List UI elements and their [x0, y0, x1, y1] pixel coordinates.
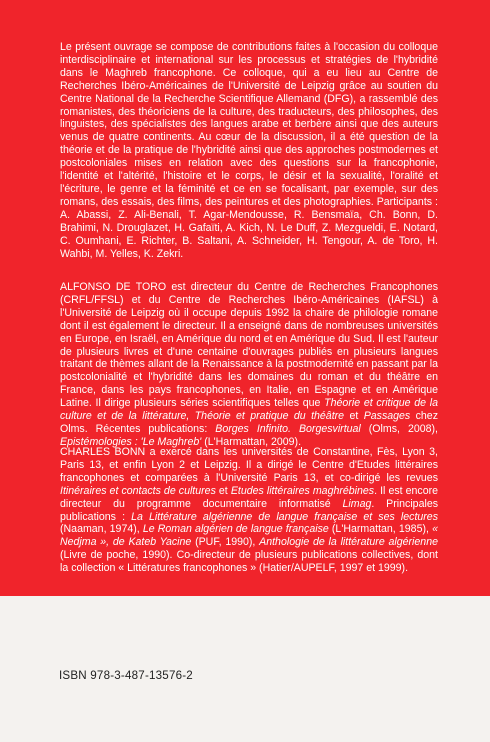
toro-series-2: Passages	[363, 410, 411, 423]
bonn-pub-3: « Nedjma », de Kateb Yacine	[60, 523, 438, 549]
intro-paragraph	[60, 41, 438, 260]
bonn-text-b: et	[215, 484, 231, 497]
bonn-pub-1: La Littérature algérienne de langue française et ses lectures	[131, 510, 438, 523]
bonn-pub-2: Le Roman algérien de langue française	[142, 523, 329, 536]
bonn-text-a: CHARLES BONN a exercé dans les universités de Constantine, Fès, Lyon 3, Paris 13, et enfin Lyon 2 et Leipzig. Il a dirigé le Centre d'Etudes littéraires francophones et comparées à l'Université Paris 13, et co-dirigé les revues	[60, 446, 438, 484]
bonn-text-d: . Principales publications :	[60, 497, 439, 523]
bonn-text-g: (PUF, 1990),	[191, 536, 260, 549]
toro-text-b: et	[344, 410, 364, 423]
toro-text-a: ALFONSO DE TORO est directeur du Centre de Recherches Francophones (CRFL/FFSL) et du Centre de Recherches Ibéro-Américaines (IAFSL) à l'Université de Leipzig où il occupe depuis 1992 la chaire de philologie romane dont il est également le directeur. Il a enseigné dans de nombreuses universités en Europe, en Israël, en Amérique du nord et en Amérique du Sud. Il est l'auteur de plusieurs livres et d'une centaine d'ouvrages publiés en plusieurs langues traitant de thèmes allant de la Renaissance à la postmodernité en passant par la postcolonialité et l'hybridité dans les domaines du roman et du théâtre en France, dans les pays francophones, en Italie, en Espagne et en Amérique Latine. Il dirige plusieurs séries scientifiques telles que	[60, 281, 438, 410]
toro-series-1: Théorie et critique de la culture et de la littérature, Théorie et pratique du théâtre	[60, 397, 438, 423]
bonn-journal-2: Etudes littéraires maghrébines	[230, 484, 375, 497]
toro-bio-paragraph	[60, 281, 438, 449]
toro-pub-1: Borges Infinito. Borgesvirtual	[215, 422, 361, 435]
toro-pub-2: Epistémologies : 'Le Maghreb'	[60, 435, 202, 448]
intro-text: Le présent ouvrage se compose de contributions faites à l'occasion du colloque interdisciplinaire et international sur les processus et stratégies de l'hybridité dans le Maghreb francophone. Ce colloque, qui a eu lieu au Centre de Recherches Ibéro-Américaines de l'Université de Leipzig grâce au soutien du Centre National de la Recherche Scientifique Allemand (DFG), a rassemblé des romanistes, des théoriciens de la culture, des traducteurs, des philosophes, des linguistes, des spécialistes des langues arabe et berbère ainsi que des auteurs venus de quatre continents. Au cœur de la discussion, il a été question de la théorie et de la pratique de l'hybridité ainsi que des approches postmodernes et postcoloniales mises en relation avec des questions sur la francophonie, l'identité et l'altérité, l'histoire et le corps, le désir et la sexualité, l'oralité et l'écriture, le genre et la féminité et ce en se focalisant, par exemple, sur des romans, des essais, des films, des peintures et des photographies. Participants : A. Abassi, Z. Ali-Benali, T. Agar-Mendousse, R. Bensmaïa, Ch. Bonn, D. Brahimi, N. Drouglazet, H. Gafaïti, A. Kich, N. Le Duff, Z. Mezgueldi, E. Notard, C. Oumhani, E. Richter, B. Saltani, A. Schneider, H. Tengour, A. de Toro, H. Wahbi, M. Yelles, K. Zekri.	[60, 41, 438, 260]
bonn-journal-1: Itinéraires et contacts de cultures	[60, 484, 216, 497]
bonn-text-e: (Naaman, 1974),	[60, 523, 143, 536]
bonn-bio-paragraph	[60, 446, 438, 575]
toro-text-e: (L'Harmattan, 2009).	[201, 435, 302, 448]
isbn-number: ISBN 978-3-487-13576-2	[59, 669, 193, 682]
toro-text-d: (Olms, 2008),	[360, 422, 438, 435]
toro-text-c: chez Olms. Récentes publications:	[60, 410, 439, 435]
bonn-limag: Limag	[342, 497, 372, 510]
toro-bio-text	[60, 281, 438, 449]
bonn-text-h: (Livre de poche, 1990). Co-directeur de plusieurs publications collectives, dont la collection « Littératures francophones » (Hatier/AUPELF, 1997 et 1999).	[60, 549, 438, 575]
bonn-pub-4: Anthologie de la littérature algérienne	[259, 536, 438, 549]
bonn-text-f: (L'Harmattan, 1985),	[328, 523, 433, 536]
bonn-text-c: . Il est encore directeur du programme documentaire informatisé	[60, 484, 439, 510]
bonn-bio-text	[60, 446, 438, 575]
